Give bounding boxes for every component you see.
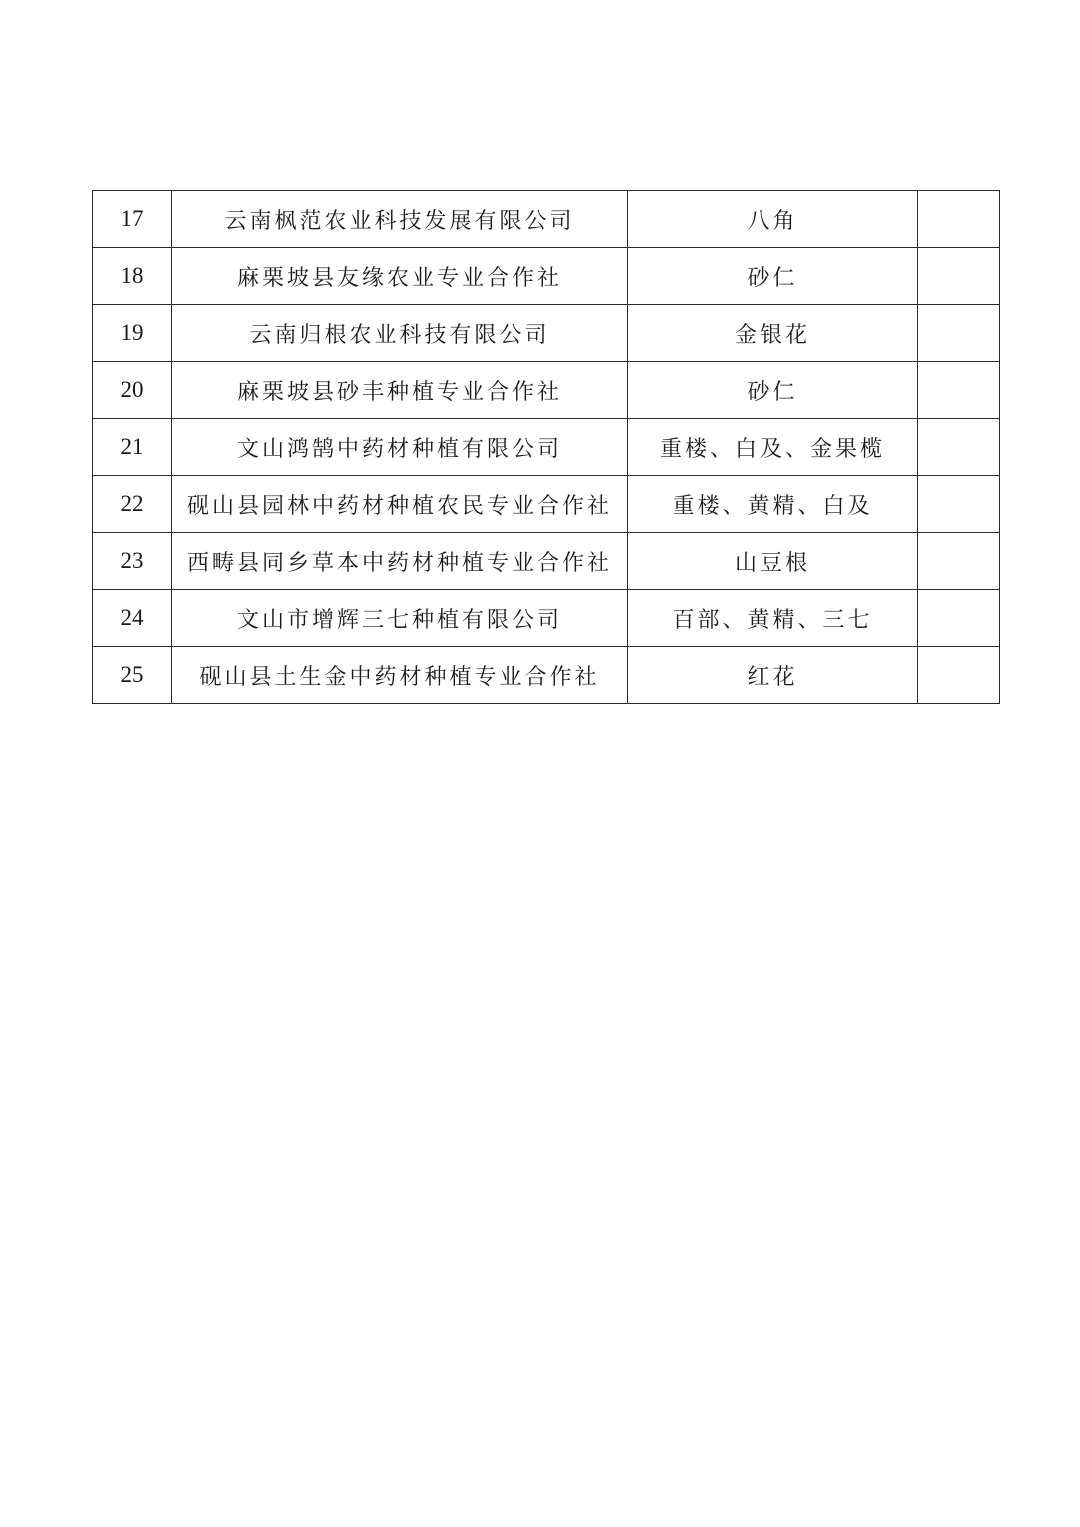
- note-cell: [918, 647, 1000, 704]
- enterprise-name: 麻栗坡县友缘农业专业合作社: [172, 248, 628, 305]
- product-cell: 八角: [628, 191, 918, 248]
- table-row: [93, 476, 1000, 533]
- product-cell: 山豆根: [628, 533, 918, 590]
- row-number: 22: [93, 476, 172, 533]
- product-cell: 砂仁: [628, 362, 918, 419]
- note-cell: [918, 191, 1000, 248]
- enterprise-name: 文山鸿鹄中药材种植有限公司: [172, 419, 628, 476]
- product-cell: 重楼、黄精、白及: [628, 476, 918, 533]
- row-number: 17: [93, 191, 172, 248]
- product-cell: 金银花: [628, 305, 918, 362]
- table-row: [93, 533, 1000, 590]
- product-cell: 百部、黄精、三七: [628, 590, 918, 647]
- row-number: 20: [93, 362, 172, 419]
- enterprise-name: 砚山县园林中药材种植农民专业合作社: [172, 476, 628, 533]
- row-number: 25: [93, 647, 172, 704]
- table-row: [93, 419, 1000, 476]
- note-cell: [918, 305, 1000, 362]
- row-number: 23: [93, 533, 172, 590]
- row-number: 19: [93, 305, 172, 362]
- product-cell: 砂仁: [628, 248, 918, 305]
- enterprise-name: 麻栗坡县砂丰种植专业合作社: [172, 362, 628, 419]
- enterprise-name: 文山市增辉三七种植有限公司: [172, 590, 628, 647]
- row-number: 24: [93, 590, 172, 647]
- row-number: 21: [93, 419, 172, 476]
- table-row: [93, 248, 1000, 305]
- product-cell: 重楼、白及、金果榄: [628, 419, 918, 476]
- enterprise-table: [92, 190, 1000, 704]
- enterprise-name: 砚山县土生金中药材种植专业合作社: [172, 647, 628, 704]
- table-row: [93, 647, 1000, 704]
- row-number: 18: [93, 248, 172, 305]
- enterprise-name: 西畴县同乡草本中药材种植专业合作社: [172, 533, 628, 590]
- enterprise-name: 云南枫范农业科技发展有限公司: [172, 191, 628, 248]
- note-cell: [918, 533, 1000, 590]
- table-row: [93, 362, 1000, 419]
- product-cell: 红花: [628, 647, 918, 704]
- note-cell: [918, 419, 1000, 476]
- note-cell: [918, 476, 1000, 533]
- table-row: [93, 305, 1000, 362]
- note-cell: [918, 248, 1000, 305]
- note-cell: [918, 362, 1000, 419]
- table-row: [93, 191, 1000, 248]
- table-row: [93, 590, 1000, 647]
- note-cell: [918, 590, 1000, 647]
- enterprise-name: 云南归根农业科技有限公司: [172, 305, 628, 362]
